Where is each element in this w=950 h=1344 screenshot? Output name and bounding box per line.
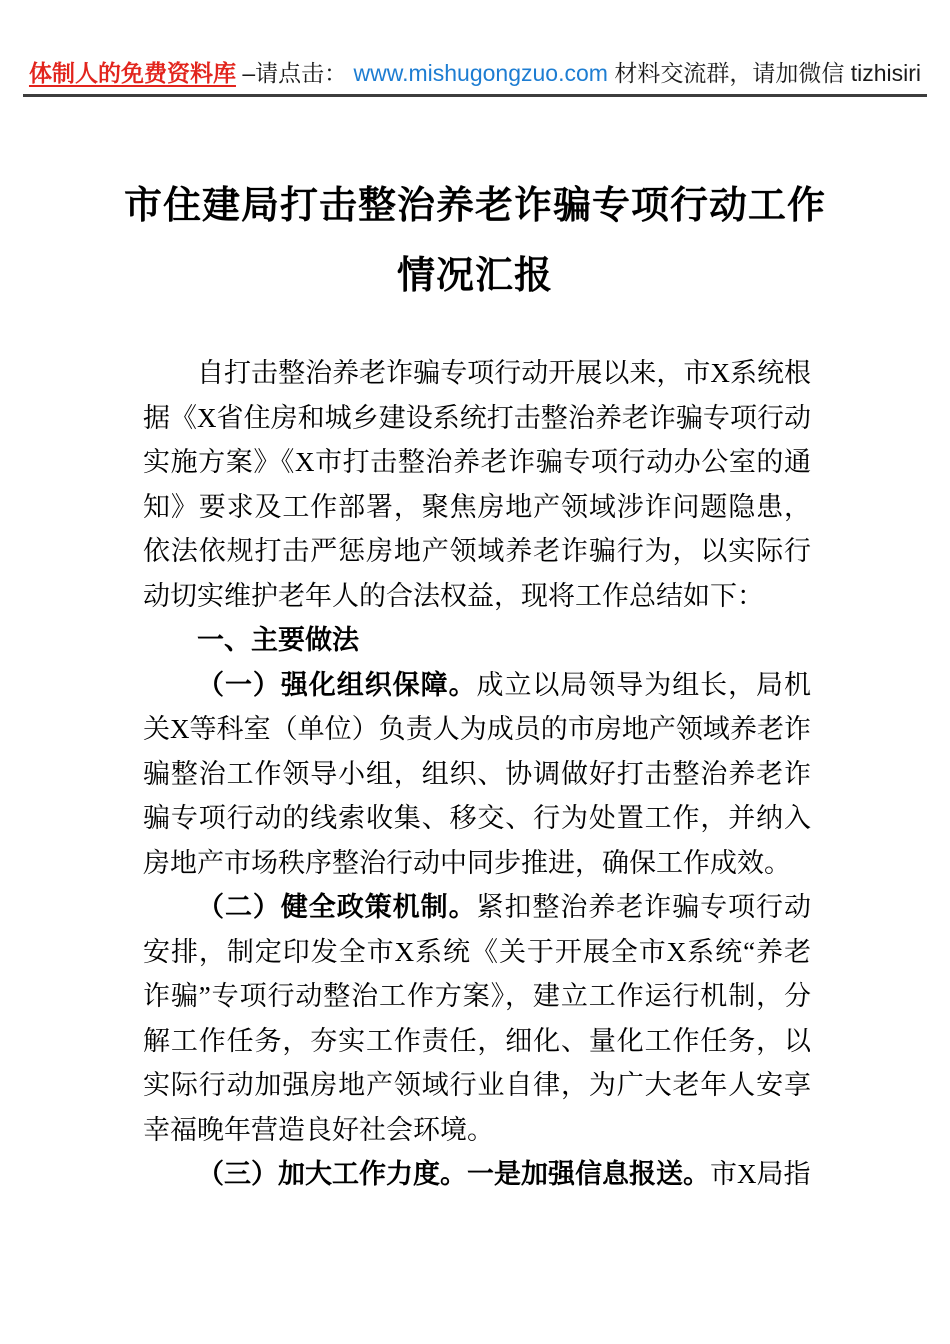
document-title-line2: 情况汇报: [396, 255, 553, 297]
paragraph-item-2-lead: （二）健全政策机制。: [197, 892, 477, 922]
document-body: [143, 351, 811, 1197]
banner-content: [23, 58, 927, 97]
banner-url-link[interactable]: www.mishugongzuo.com: [353, 60, 608, 86]
banner-brand-text: 体制人的免费资料库: [28, 60, 236, 86]
banner-suffix-text: 材料交流群，请加微信 tizhisiri: [607, 60, 922, 86]
header-banner: [0, 0, 950, 97]
paragraph-item-2-text: 紧扣整治养老诈骗专项行动安排，制定印发全市X系统《关于开展全市X系统“养老诈骗”专项行动整治工作方案》，建立工作运行机制，分解工作任务，夯实工作责任，细化、量化工作任务，以实际行动加强房地产领域行业自律，为广大老年人安享幸福晚年营造良好社会环境。: [143, 892, 812, 1145]
paragraph-item-3: [143, 1152, 811, 1197]
paragraph-item-2: [143, 885, 811, 1152]
paragraph-item-1-text: 成立以局领导为组长，局机关X等科室（单位）负责人为成员的市房地产领域养老诈骗整治工作领导小组，组织、协调做好打击整治养老诈骗专项行动的线索收集、移交、行为处置工作，并纳入房地产市场秩序整治行动中同步推进，确保工作成效。: [143, 669, 812, 878]
paragraph-intro: 自打击整治养老诈骗专项行动开展以来，市X系统根据《X省住房和城乡建设系统打击整治养老诈骗专项行动实施方案》《X市打击整治养老诈骗专项行动办公室的通知》要求及工作部署，聚焦房地产领域涉诈问题隐患，依法依规打击严惩房地产领域养老诈骗行为，以实际行动切实维护老年人的合法权益，现将工作总结如下：: [143, 358, 811, 611]
document-title: [0, 171, 950, 311]
paragraph-item-1: [143, 663, 811, 886]
paragraph-item-3-lead: （三）加大工作力度。: [197, 1159, 467, 1189]
section-heading-main-practices: 一、主要做法: [197, 625, 359, 655]
paragraph-item-3-subhead: 一是加强信息报送。: [467, 1159, 710, 1189]
banner-prompt-text: –请点击：: [235, 60, 354, 86]
document-title-line1: 市住建局打击整治养老诈骗专项行动工作: [123, 185, 826, 227]
paragraph-item-1-lead: （一）强化组织保障。: [197, 669, 477, 700]
paragraph-item-3-text: 市X局指: [710, 1159, 811, 1189]
